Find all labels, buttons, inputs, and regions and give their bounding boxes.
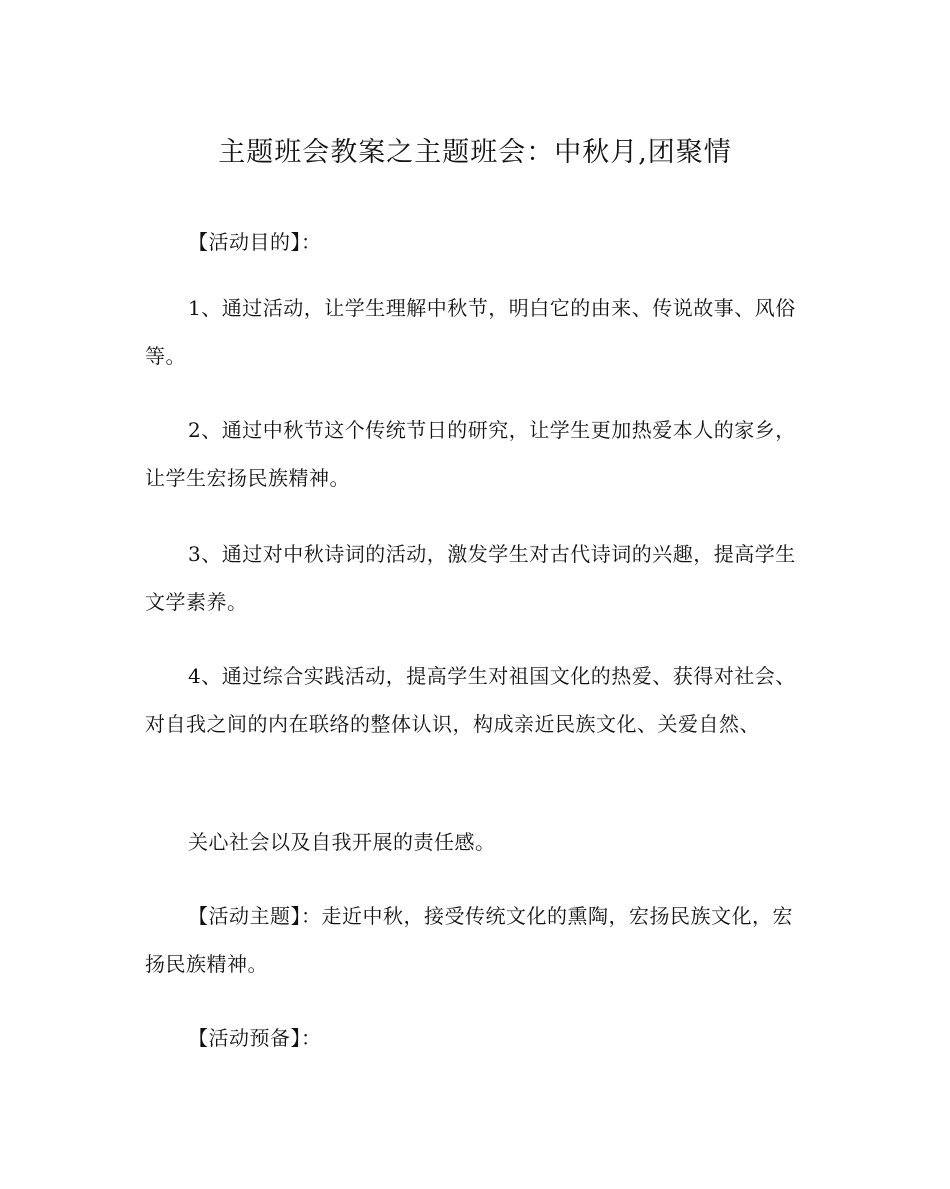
document-title: 主题班会教案之主题班会：中秋月,团聚情 [218, 137, 732, 168]
purpose-item-3: 3、通过对中秋诗词的活动，激发学生对古代诗词的兴趣，提高学生文学素养。 [145, 542, 796, 614]
purpose-item-1: 1、通过活动，让学生理解中秋节，明白它的由来、传说故事、风俗等。 [145, 296, 796, 368]
section-heading-purpose: 【活动目的】： [188, 230, 322, 254]
purpose-item-4: 4、通过综合实践活动，提高学生对祖国文化的热爱、获得对社会、对自我之间的内在联络的整体认识，构成亲近民族文化、关爱自然、 [145, 664, 796, 736]
section-heading-preparation: 【活动预备】： [188, 1026, 322, 1050]
purpose-item-4-continued: 关心社会以及自我开展的责任感。 [188, 830, 496, 854]
purpose-item-2: 2、通过中秋节这个传统节日的研究，让学生更加热爱本人的家乡，让学生宏扬民族精神。 [145, 418, 796, 490]
section-theme: 【活动主题】：走近中秋，接受传统文化的熏陶，宏扬民族文化，宏扬民族精神。 [145, 904, 793, 976]
